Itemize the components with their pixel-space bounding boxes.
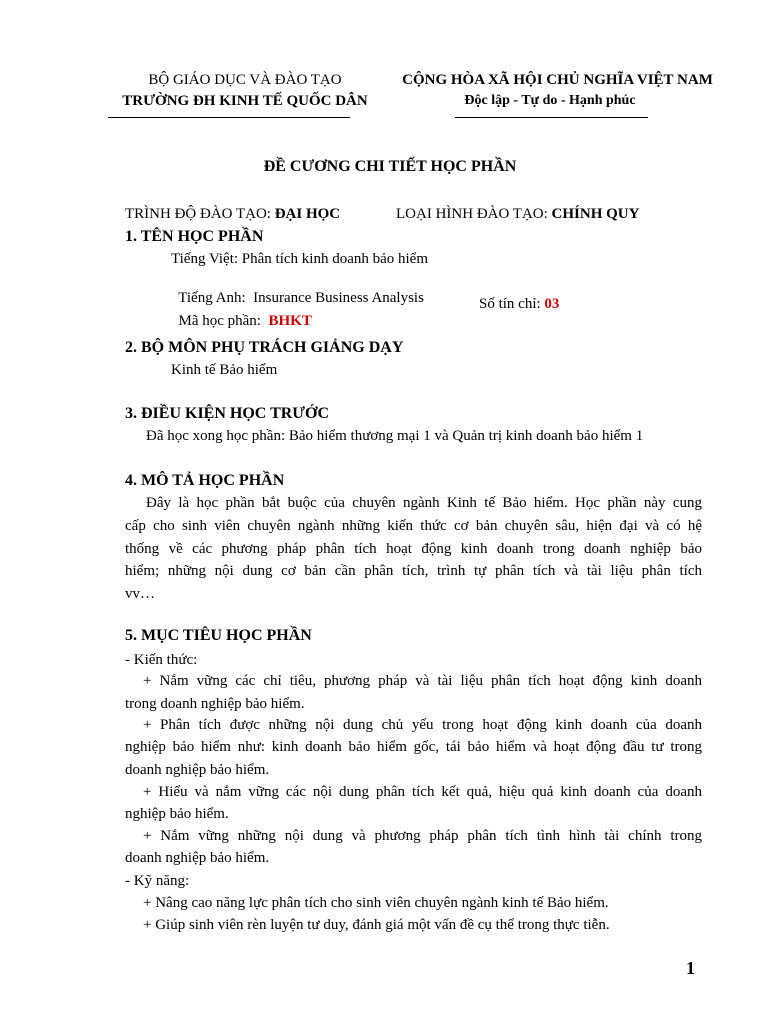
knowledge-item-2-line-3: doanh nghiệp bảo hiểm.	[125, 762, 270, 778]
training-level-value: ĐẠI HỌC	[274, 206, 341, 222]
section-1-heading: 1. TÊN HỌC PHẦN	[125, 228, 264, 245]
department-name: Kinh tế Bảo hiểm	[171, 362, 278, 378]
knowledge-item-1-line-1: + Nắm vững các chỉ tiêu, phương pháp và tài liệu phân tích hoạt động kinh doanh	[143, 673, 702, 689]
training-type-label: LOẠI HÌNH ĐÀO TẠO:	[396, 206, 552, 222]
knowledge-item-2-line-2: nghiệp bảo hiểm như: kinh doanh bảo hiểm gốc, tái bảo hiểm và hoạt động đầu tư trong	[125, 739, 702, 755]
knowledge-item-2-line-1: + Phân tích được những nội dung chủ yếu trong hoạt động kinh doanh của doanh	[143, 717, 702, 733]
course-code-value: BHKT	[268, 313, 312, 329]
training-type	[396, 206, 639, 223]
knowledge-item-3-line-2: nghiệp bảo hiểm.	[125, 806, 229, 822]
knowledge-label: - Kiến thức:	[125, 652, 198, 668]
section-2-heading: 2. BỘ MÔN PHỤ TRÁCH GIẢNG DẠY	[125, 339, 404, 356]
ministry-name: BỘ GIÁO DỤC VÀ ĐÀO TẠO	[148, 72, 342, 88]
national-motto: Độc lập - Tự do - Hạnh phúc	[464, 93, 636, 108]
course-name-vn-value: Phân tích kinh doanh bảo hiểm	[241, 251, 428, 267]
header-right-rule	[455, 117, 648, 118]
course-credits-label: Số tín chỉ:	[479, 296, 545, 312]
knowledge-item-4-line-2: doanh nghiệp bảo hiểm.	[125, 850, 270, 866]
section-3-heading: 3. ĐIỀU KIỆN HỌC TRƯỚC	[125, 405, 330, 422]
description-line-5: vv…	[125, 586, 155, 602]
document-title: ĐỀ CƯƠNG CHI TIẾT HỌC PHẦN	[263, 158, 517, 175]
course-name-en-value: Insurance Business Analysis	[253, 290, 424, 306]
training-level-label: TRÌNH ĐỘ ĐÀO TẠO:	[125, 206, 275, 222]
course-name-en-label: Tiếng Anh:	[178, 290, 254, 306]
course-code	[171, 296, 312, 330]
training-level	[125, 206, 340, 223]
description-line-1: Đây là học phần bắt buộc của chuyên ngành Kinh tế Bảo hiểm. Học phần này cung	[146, 495, 702, 511]
knowledge-item-3-line-1: + Hiểu và nắm vững các nội dung phân tích kết quả, hiệu quả kinh doanh của doanh	[143, 784, 702, 800]
knowledge-item-4-line-1: + Nắm vững những nội dung và phương pháp phân tích tình hình tài chính trong	[143, 828, 702, 844]
section-5-heading: 5. MỤC TIÊU HỌC PHẦN	[125, 627, 312, 644]
course-credits	[479, 296, 559, 313]
skills-item-1: + Nâng cao năng lực phân tích cho sinh viên chuyên ngành kinh tế Bảo hiểm.	[143, 895, 609, 911]
section-4-heading: 4. MÔ TẢ HỌC PHẦN	[125, 472, 285, 489]
description-line-2: cấp cho sinh viên chuyên ngành những kiến thức cơ bản chuyên sâu, hiện đại và có hệ	[125, 518, 702, 534]
skills-label: - Kỹ năng:	[125, 873, 190, 889]
university-name: TRƯỜNG ĐH KINH TẾ QUỐC DÂN	[122, 93, 368, 109]
course-name-vn	[171, 251, 428, 268]
national-title: CỘNG HÒA XÃ HỘI CHỦ NGHĨA VIỆT NAM	[402, 72, 713, 88]
header-left-rule	[108, 117, 350, 118]
page-number: 1	[686, 958, 695, 978]
description-line-3: thống về các phương pháp phân tích hoạt động kinh doanh trong doanh nghiệp bảo	[125, 541, 702, 557]
course-name-vn-label: Tiếng Việt:	[171, 251, 242, 267]
knowledge-item-1-line-2: trong doanh nghiệp bảo hiểm.	[125, 696, 305, 712]
course-credits-value: 03	[544, 296, 560, 312]
course-code-label: Mã học phần:	[178, 313, 269, 329]
prerequisites-text: Đã học xong học phần: Bảo hiểm thương mại 1 và Quản trị kinh doanh bảo hiểm 1	[146, 428, 644, 444]
training-type-value: CHÍNH QUY	[551, 206, 640, 222]
description-line-4: hiểm; những nội dung cơ bản cần phân tích, trình tự phân tích và tài liệu phân tích	[125, 563, 702, 579]
skills-item-2: + Giúp sinh viên rèn luyện tư duy, đánh giá một vấn đề cụ thể trong thực tiễn.	[143, 917, 610, 933]
